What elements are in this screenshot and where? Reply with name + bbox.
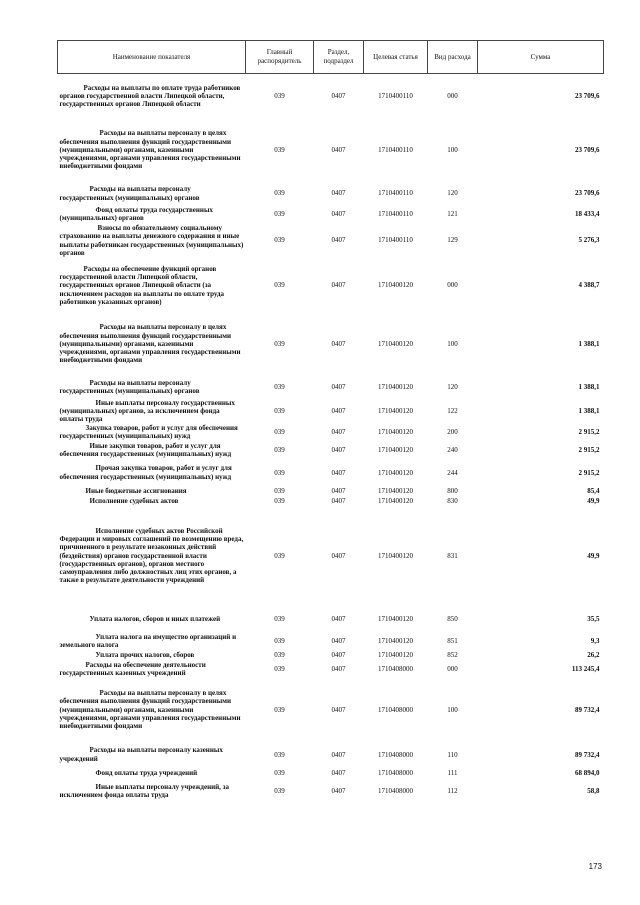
expense-type-cell: 000 [447, 92, 458, 101]
main-administrator-cell: 039 [274, 705, 285, 714]
section-subsection-cell: 0407 [331, 236, 346, 245]
target-article-cell: 1710400120 [378, 637, 413, 645]
amount-cell: 113 245,4 [571, 665, 600, 673]
table-row [58, 376, 604, 399]
amount-cell: 2 915,2 [578, 446, 600, 454]
table-row [58, 182, 604, 206]
table-row [58, 119, 604, 182]
section-subsection-cell: 0407 [331, 428, 346, 436]
section-subsection-cell: 0407 [331, 769, 346, 777]
section-subsection-cell: 0407 [331, 787, 346, 795]
header-expense-type: Вид расхода [428, 41, 478, 74]
target-article-cell: 1710408000 [378, 769, 413, 777]
target-article-cell: 1710400120 [378, 446, 413, 454]
table-body [58, 74, 604, 805]
table-row [58, 660, 604, 678]
target-article-cell: 1710408000 [378, 787, 413, 795]
table-row [58, 441, 604, 459]
expense-type-cell: 852 [447, 651, 458, 659]
section-subsection-cell: 0407 [331, 339, 346, 348]
target-article-cell: 1710400110 [378, 189, 413, 198]
expense-type-cell: 122 [447, 406, 458, 415]
indicator-name-cell: Иные выплаты персоналу учреждений, за исключением фонда оплаты труда [59, 782, 229, 800]
amount-cell: 1 388,1 [578, 382, 600, 391]
amount-cell: 23 709,6 [575, 92, 600, 101]
target-article-cell: 1710400110 [378, 145, 413, 154]
table-row [58, 632, 604, 650]
main-administrator-cell: 039 [274, 236, 285, 245]
indicator-name-cell: Взносы по обязательному социальному страхованию на выплаты денежного содержания и иные выплаты работникам государственных (муниципальных) органов [59, 224, 244, 257]
expense-type-cell: 100 [447, 339, 458, 348]
expense-type-cell: 830 [447, 497, 458, 505]
section-subsection-cell: 0407 [331, 382, 346, 391]
amount-cell: 89 732,4 [575, 705, 600, 714]
table-row [58, 206, 604, 223]
main-administrator-cell: 039 [274, 189, 285, 198]
target-article-cell: 1710400110 [378, 92, 413, 101]
target-article-cell: 1710408000 [378, 750, 413, 759]
expense-type-cell: 129 [447, 236, 458, 245]
amount-cell: 5 276,3 [578, 236, 600, 245]
expense-type-cell: 110 [447, 750, 458, 759]
indicator-name-cell: Уплата прочих налогов, сборов [95, 651, 195, 659]
section-subsection-cell: 0407 [331, 487, 346, 495]
expense-type-cell: 120 [447, 189, 458, 198]
main-administrator-cell: 039 [274, 769, 285, 777]
main-administrator-cell: 039 [274, 497, 285, 505]
target-article-cell: 1710400120 [378, 382, 413, 391]
budget-table [57, 40, 604, 804]
main-administrator-cell: 039 [274, 281, 285, 290]
table-row [58, 313, 604, 376]
expense-type-cell: 000 [447, 281, 458, 290]
table-row [58, 768, 604, 778]
table-row [58, 259, 604, 313]
section-subsection-cell: 0407 [331, 651, 346, 659]
table-row [58, 74, 604, 119]
table-row [58, 459, 604, 486]
main-administrator-cell: 039 [274, 406, 285, 415]
header-indicator-name: Наименование показателя [58, 41, 246, 74]
indicator-name-cell: Фонд оплаты труда государственных (муниципальных) органов [59, 205, 213, 222]
expense-type-cell: 112 [447, 787, 458, 795]
amount-cell: 23 709,6 [575, 189, 600, 198]
header-main-administrator: Главный распорядитель [246, 41, 314, 74]
target-article-cell: 1710400120 [378, 614, 413, 623]
main-administrator-cell: 039 [274, 446, 285, 454]
indicator-name-cell: Расходы на выплаты персоналу государственных (муниципальных) органов [59, 185, 200, 202]
target-article-cell: 1710400120 [378, 428, 413, 436]
indicator-name-cell: Иные бюджетные ассигнования [85, 487, 187, 495]
target-article-cell: 1710400120 [378, 468, 413, 477]
target-article-cell: 1710400120 [378, 551, 413, 560]
indicator-name-cell: Исполнение судебных актов [89, 497, 179, 505]
table-row [58, 423, 604, 441]
indicator-name-cell: Расходы на выплаты персоналу казенных учреждений [59, 746, 223, 763]
main-administrator-cell: 039 [274, 750, 285, 759]
amount-cell: 89 732,4 [575, 750, 600, 759]
table-row [58, 506, 604, 605]
main-administrator-cell: 039 [274, 637, 285, 645]
indicator-name-cell: Фонд оплаты труда учреждений [95, 769, 198, 777]
amount-cell: 23 709,6 [575, 145, 600, 154]
section-subsection-cell: 0407 [331, 92, 346, 101]
expense-type-cell: 111 [447, 769, 458, 777]
table-row [58, 223, 604, 259]
section-subsection-cell: 0407 [331, 145, 346, 154]
main-administrator-cell: 039 [274, 209, 285, 218]
section-subsection-cell: 0407 [331, 665, 346, 673]
expense-type-cell: 240 [447, 446, 458, 454]
indicator-name-cell: Иные выплаты персоналу государственных (муниципальных) органов, за исключением фонда оплаты труда [59, 398, 235, 423]
section-subsection-cell: 0407 [331, 637, 346, 645]
table-row [58, 399, 604, 424]
table-header-row [58, 41, 604, 74]
amount-cell: 35,5 [587, 614, 600, 623]
budget-table-sheet [57, 40, 603, 804]
expense-type-cell: 851 [447, 637, 458, 645]
section-subsection-cell: 0407 [331, 281, 346, 290]
section-subsection-cell: 0407 [331, 497, 346, 505]
indicator-name-cell: Прочая закупка товаров, работ и услуг для обеспечения государственных (муниципальных) нужд [59, 464, 232, 481]
amount-cell: 49,9 [587, 497, 600, 505]
section-subsection-cell: 0407 [331, 614, 346, 623]
header-section-subsection: Раздел, подраздел [314, 41, 364, 74]
table-row [58, 678, 604, 741]
expense-type-cell: 100 [447, 145, 458, 154]
section-subsection-cell: 0407 [331, 209, 346, 218]
main-administrator-cell: 039 [274, 382, 285, 391]
target-article-cell: 1710408000 [378, 665, 413, 673]
indicator-name-cell: Уплата налога на имущество организаций и земельного налога [59, 632, 237, 650]
expense-type-cell: 850 [447, 614, 458, 623]
expense-type-cell: 800 [447, 487, 458, 495]
table-row [58, 778, 604, 804]
main-administrator-cell: 039 [274, 145, 285, 154]
amount-cell: 2 915,2 [578, 468, 600, 477]
amount-cell: 68 894,0 [575, 769, 600, 777]
indicator-name-cell: Расходы на выплаты персоналу в целях обеспечения выполнения функций государственными (муниципальными) органами, казенными учреждениями, органами управления государственными внебюджетными фондами [59, 129, 241, 171]
main-administrator-cell: 039 [274, 487, 285, 495]
expense-type-cell: 121 [447, 209, 458, 218]
indicator-name-cell: Закупка товаров, работ и услуг для обеспечения государственных (муниципальных) нужд [59, 423, 238, 441]
amount-cell: 26,2 [587, 651, 600, 659]
main-administrator-cell: 039 [274, 428, 285, 436]
header-target-article: Целевая статья [364, 41, 428, 74]
amount-cell: 2 915,2 [578, 428, 600, 436]
amount-cell: 58,8 [587, 787, 600, 795]
main-administrator-cell: 039 [274, 787, 285, 795]
main-administrator-cell: 039 [274, 651, 285, 659]
indicator-name-cell: Уплата налогов, сборов и иных платежей [89, 614, 221, 623]
section-subsection-cell: 0407 [331, 750, 346, 759]
amount-cell: 9,3 [590, 637, 600, 645]
amount-cell: 4 388,7 [578, 281, 600, 290]
section-subsection-cell: 0407 [331, 406, 346, 415]
target-article-cell: 1710400110 [378, 236, 413, 245]
main-administrator-cell: 039 [274, 339, 285, 348]
header-amount: Сумма [478, 41, 604, 74]
main-administrator-cell: 039 [274, 614, 285, 623]
section-subsection-cell: 0407 [331, 189, 346, 198]
main-administrator-cell: 039 [274, 92, 285, 101]
main-administrator-cell: 039 [274, 468, 285, 477]
section-subsection-cell: 0407 [331, 551, 346, 560]
indicator-name-cell: Иные закупки товаров, работ и услуг для обеспечения государственных (муниципальных) нужд [59, 441, 232, 459]
indicator-name-cell: Расходы на обеспечение функций органов государственной власти Липецкой области, государственных органов Липецкой области (за исключением расходов на выплаты по оплате труда работников указанных органов) [59, 264, 225, 306]
section-subsection-cell: 0407 [331, 705, 346, 714]
indicator-name-cell: Расходы на выплаты персоналу государственных (муниципальных) органов [59, 378, 200, 395]
indicator-name-cell: Расходы на выплаты персоналу в целях обеспечения выполнения функций государственными (муниципальными) органами, казенными учреждениями, органами управления государственными внебюджетными фондами [59, 689, 241, 730]
expense-type-cell: 120 [447, 382, 458, 391]
amount-cell: 18 433,4 [575, 209, 600, 218]
page-number: 173 [588, 862, 602, 871]
indicator-name-cell: Расходы на выплаты персоналу в целях обеспечения выполнения функций государственными (муниципальными) органами, казенными учреждениями, органами управления государственными внебюджетными фондами [59, 323, 241, 365]
expense-type-cell: 000 [447, 665, 458, 673]
table-row [58, 486, 604, 496]
amount-cell: 49,9 [587, 551, 600, 560]
target-article-cell: 1710400110 [378, 209, 413, 218]
section-subsection-cell: 0407 [331, 468, 346, 477]
indicator-name-cell: Расходы на выплаты по оплате труда работников органов государственной власти Липецкой области, государственных органов Липецкой области [59, 83, 241, 109]
main-administrator-cell: 039 [274, 665, 285, 673]
table-row [58, 605, 604, 632]
table-row [58, 650, 604, 660]
main-administrator-cell: 039 [274, 551, 285, 560]
target-article-cell: 1710400120 [378, 281, 413, 290]
target-article-cell: 1710400120 [378, 497, 413, 505]
section-subsection-cell: 0407 [331, 446, 346, 454]
amount-cell: 1 388,1 [578, 406, 600, 415]
target-article-cell: 1710400120 [378, 339, 413, 348]
amount-cell: 1 388,1 [578, 339, 600, 348]
expense-type-cell: 244 [447, 468, 458, 477]
target-article-cell: 1710408000 [378, 705, 413, 714]
table-row [58, 496, 604, 506]
indicator-name-cell: Исполнение судебных актов Российской Федерации и мировых соглашений по возмещению вреда, причиненного в результате незаконных действий (бездействия) органов государственной власти (государственных органов), органов местного самоуправления либо должностных лиц этих органов, а также в результате деятельности учреждений [59, 526, 244, 585]
target-article-cell: 1710400120 [378, 406, 413, 415]
expense-type-cell: 100 [447, 705, 458, 714]
expense-type-cell: 831 [447, 551, 458, 560]
expense-type-cell: 200 [447, 428, 458, 436]
target-article-cell: 1710400120 [378, 651, 413, 659]
table-row [58, 741, 604, 768]
indicator-name-cell: Расходы на обеспечение деятельности государственных казенных учреждений [59, 660, 206, 678]
amount-cell: 85,4 [587, 487, 600, 495]
target-article-cell: 1710400120 [378, 487, 413, 495]
